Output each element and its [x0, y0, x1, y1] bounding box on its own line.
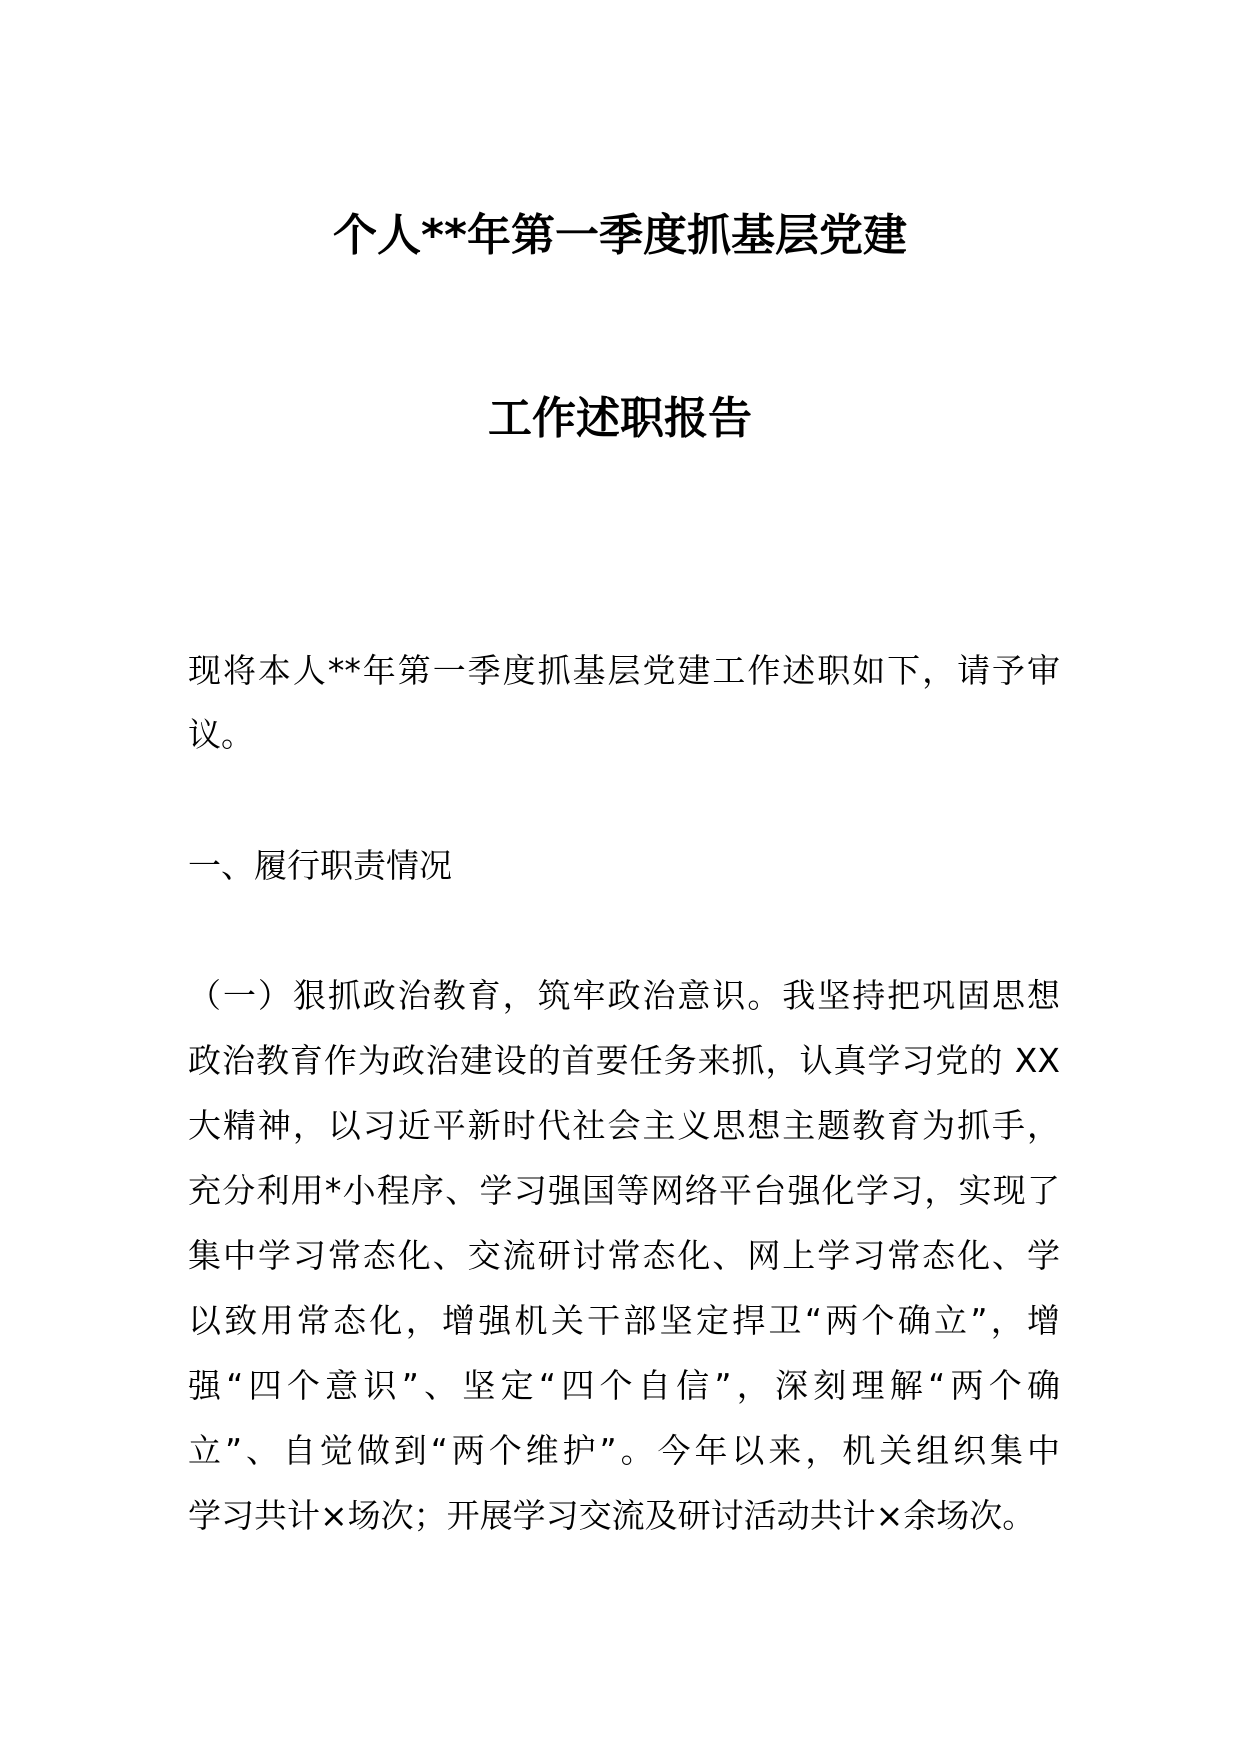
paragraph-line: 充分利用*小程序、学习强国等网络平台强化学习，实现了 [188, 1171, 1060, 1210]
paragraph-line: 强“四个意识”、坚定“四个自信”，深刻理解“两个确 [188, 1366, 1060, 1405]
intro-line: 现将本人**年第一季度抓基层党建工作述职如下，请予审 [188, 651, 1060, 690]
paragraph-line: 大精神，以习近平新时代社会主义思想主题教育为抓手， [188, 1106, 1060, 1145]
paragraph-line: 集中学习常态化、交流研讨常态化、网上学习常态化、学 [188, 1236, 1060, 1275]
paragraph-line: 立”、自觉做到“两个维护”。今年以来，机关组织集中 [188, 1431, 1060, 1470]
paragraph-line: 以致用常态化，增强机关干部坚定捍卫“两个确立”，增 [188, 1301, 1060, 1340]
paragraph-line: 政治教育作为政治建设的首要任务来抓，认真学习党的 XX [188, 1041, 1060, 1080]
intro-line: 议。 [188, 715, 254, 754]
document-title-line-2: 工作述职报告 [488, 393, 752, 444]
paragraph-line: 学习共计×场次；开展学习交流及研讨活动共计×余场次。 [188, 1496, 1036, 1535]
paragraph-line: （一）狠抓政治教育，筑牢政治意识。我坚持把巩固思想 [188, 976, 1060, 1015]
section-heading: 一、履行职责情况 [188, 846, 452, 885]
document-title-line-1: 个人**年第一季度抓基层党建 [332, 210, 908, 261]
